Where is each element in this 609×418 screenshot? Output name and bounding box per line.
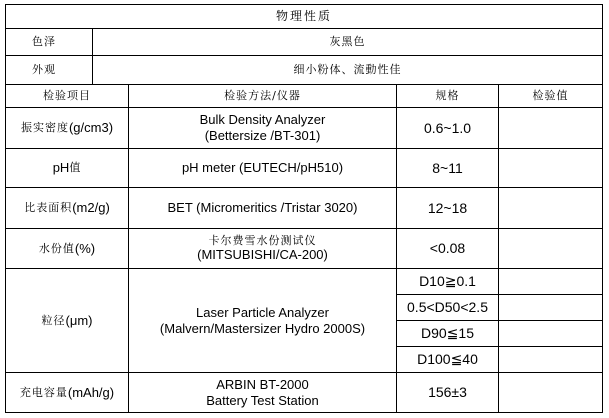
- header-spec: 规格: [396, 84, 498, 107]
- particle-size-spec-d10: D10≧0.1: [396, 268, 498, 294]
- particle-size-value-d90: [498, 320, 602, 346]
- bet-method: BET (Micromeritics /Tristar 3020): [128, 187, 396, 228]
- header-item: 检验项目: [6, 84, 128, 107]
- moisture-spec: <0.08: [396, 228, 498, 268]
- table-title: 物理性质: [275, 9, 332, 24]
- ph-method: pH meter (EUTECH/pH510): [128, 148, 396, 187]
- moisture-item: 水份值 (%): [6, 228, 128, 268]
- appearance-label: 外观: [6, 55, 92, 84]
- ph-item: pH 值: [6, 148, 128, 187]
- header-method: 检验方法/仪器: [128, 84, 396, 107]
- tap-density-value: [498, 107, 602, 148]
- physical-properties-table: [5, 4, 603, 413]
- tap-density-item: 振实密度 (g/cm 3 ): [6, 107, 128, 148]
- capacity-value: [498, 372, 602, 412]
- ph-spec: 8~11: [396, 148, 498, 187]
- particle-size-value-d10: [498, 268, 602, 294]
- ph-value: [498, 148, 602, 187]
- particle-size-value-d100: [498, 346, 602, 372]
- bet-spec: 12~18: [396, 187, 498, 228]
- bet-value: [498, 187, 602, 228]
- particle-size-method: Laser Particle Analyzer (Malvern/Mastersizer Hydro 2000S): [128, 268, 396, 372]
- capacity-spec: 156±3: [396, 372, 498, 412]
- color-value: 灰黑色: [92, 28, 602, 55]
- tap-density-spec: 0.6~1.0: [396, 107, 498, 148]
- header-value: 检验值: [498, 84, 602, 107]
- particle-size-value-d50: [498, 294, 602, 320]
- capacity-item: 充电容量 (mAh/g): [6, 372, 128, 412]
- tap-density-method: Bulk Density Analyzer (Bettersize /BT-301): [128, 107, 396, 148]
- moisture-value: [498, 228, 602, 268]
- bet-item: 比表面积 (m 2 /g): [6, 187, 128, 228]
- capacity-method: ARBIN BT-2000 Battery Test Station: [128, 372, 396, 412]
- particle-size-spec-d50: 0.5<D50<2.5: [396, 294, 498, 320]
- particle-size-spec-d100: D100≦40: [396, 346, 498, 372]
- moisture-method: 卡尔费雪水份测试仪 (MITSUBISHI/CA-200): [128, 228, 396, 268]
- particle-size-spec-d90: D90≦15: [396, 320, 498, 346]
- particle-size-item: 粒径 (μm): [6, 268, 128, 372]
- color-label: 色泽: [6, 28, 92, 55]
- appearance-value: 细小粉体、流動性佳: [92, 55, 602, 84]
